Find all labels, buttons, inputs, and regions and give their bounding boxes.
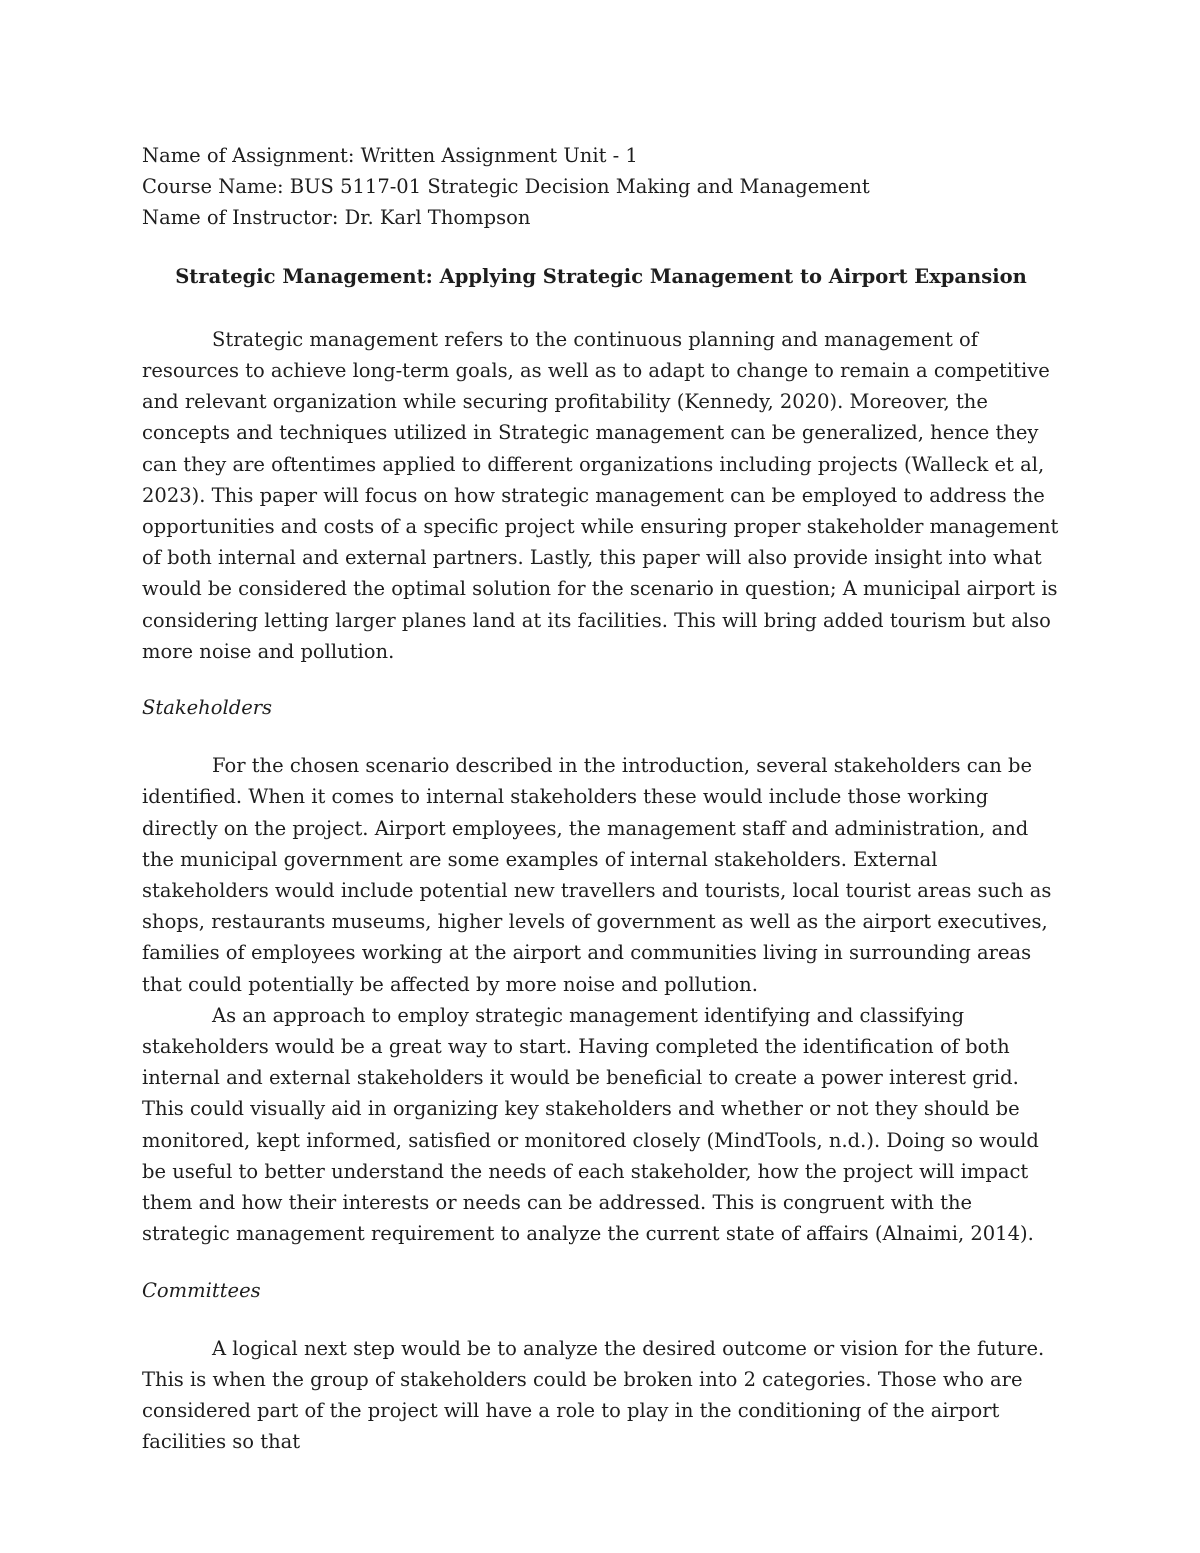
intro-paragraph: Strategic management refers to the continuous planning and management of resources to achieve long-term goals, as well as to adapt to change to remain a competitive and relevant organization while securing profitability (Kennedy, 2020). Moreover, the concepts and techniques utilized in Strategic management can be generalized, hence they can they are oftentimes applied to different organizations including projects (Walleck et al, 2023). This paper will focus on how strategic management can be employed to address the opportunities and costs of a specific project while ensuring proper stakeholder management of both internal and external partners. Lastly, this paper will also provide insight into what would be considered the optimal solution for the scenario in question; A municipal airport is considering letting larger planes land at its facilities. This will bring added tourism but also more noise and pollution. xyxy=(142,327,1059,663)
course-name-line: Course Name: BUS 5117-01 Strategic Decision Making and Management xyxy=(142,175,870,199)
document-body xyxy=(142,140,1060,1458)
stakeholders-paragraph-2: As an approach to employ strategic management identifying and classifying stakeholders would be a great way to start. Having completed the identification of both internal and external stakeholders it would be beneficial to create a power interest grid. This could visually aid in organizing key stakeholders and whether or not they should be monitored, kept informed, satisfied or monitored closely (MindTools, n.d.). Doing so would be useful to better understand the needs of each stakeholder, how the project will impact them and how their interests or needs can be addressed. This is congruent with the strategic management requirement to analyze the current state of affairs (Alnaimi, 2014). xyxy=(142,1003,1039,1246)
stakeholders-paragraph-1: For the chosen scenario described in the introduction, several stakeholders can be identified. When it comes to internal stakeholders these would include those working directly on the project. Airport employees, the management staff and administration, and the municipal government are some examples of internal stakeholders. External stakeholders would include potential new travellers and tourists, local tourist areas such as shops, restaurants museums, higher levels of government as well as the airport executives, families of employees working at the airport and communities living in surrounding areas that could potentially be affected by more noise and pollution. xyxy=(142,754,1052,996)
assignment-name-line: Name of Assignment: Written Assignment Unit - 1 xyxy=(142,144,638,167)
instructor-name-line: Name of Instructor: Dr. Karl Thompson xyxy=(142,206,531,230)
section-heading-committees: Committees xyxy=(142,1278,261,1302)
paper-title: Strategic Management: Applying Strategic Management to Airport Expansion xyxy=(175,264,1027,288)
section-heading-stakeholders: Stakeholders xyxy=(142,696,273,720)
committees-paragraph-1: A logical next step would be to analyze the desired outcome or vision for the future. This is when the group of stakeholders could be broken into 2 categories. Those who are considered part of the project will have a role to play in the conditioning of the airport facilities so that xyxy=(142,1336,1045,1454)
